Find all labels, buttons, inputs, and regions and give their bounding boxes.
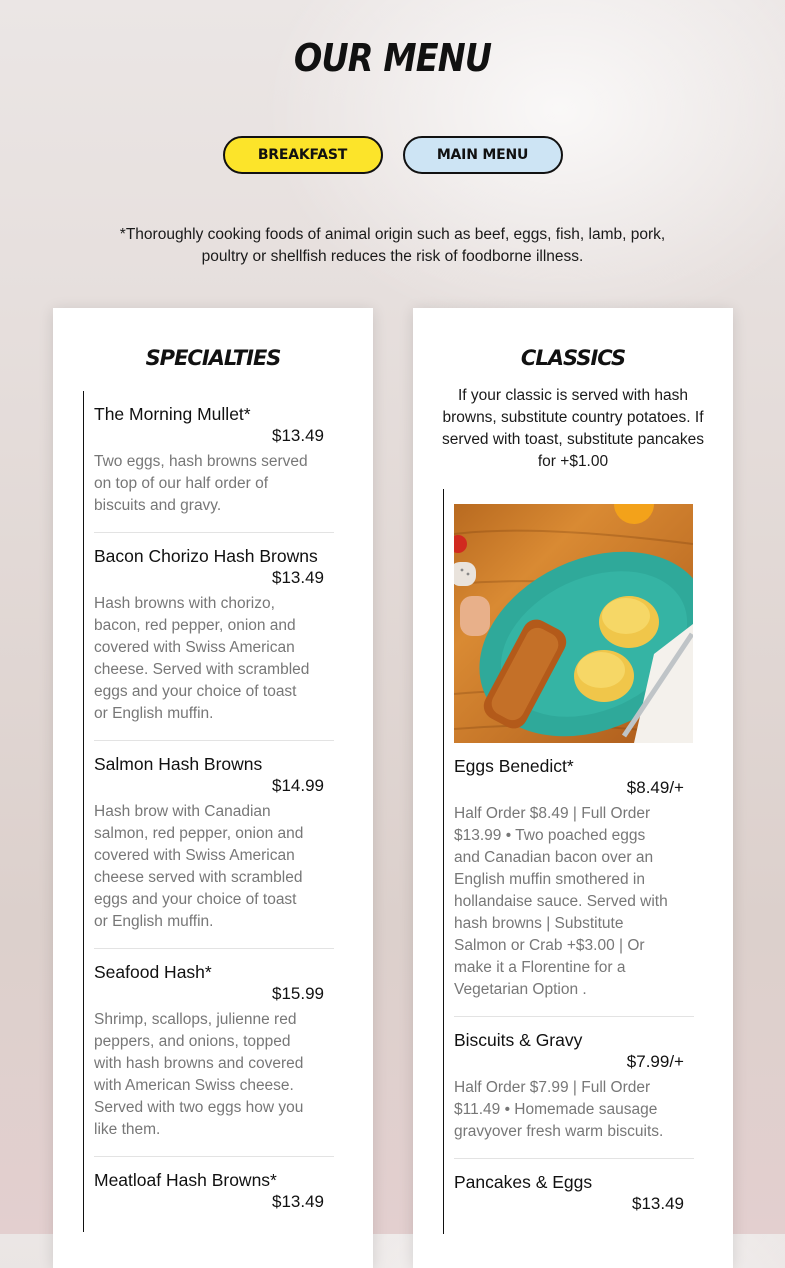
item-price: $15.99 [272, 984, 324, 1003]
item-name: Bacon Chorizo Hash Browns [94, 546, 318, 566]
food-image-icon [454, 504, 693, 743]
list-item [84, 1157, 334, 1232]
item-name: Biscuits & Gravy [454, 1030, 583, 1050]
list-item [444, 1159, 694, 1234]
item-description: Half Order $7.99 | Full Order $11.49 • Homemade sausage gravyover fresh warm biscuits. [454, 1079, 664, 1140]
item-name: Meatloaf Hash Browns* [94, 1170, 277, 1190]
classics-title: CLASSICS [520, 346, 626, 370]
item-description: Half Order $8.49 | Full Order $13.99 • Two poached eggs and Canadian bacon over an English muffin smothered in hollandaise sauce. Served with hash browns | Substitute Salmon or Crab +$3.00 | Or make it a Florentine for a Vegetarian Option . [454, 805, 668, 998]
item-price: $13.49 [272, 1192, 324, 1211]
item-name: Salmon Hash Browns [94, 754, 263, 774]
item-name: Eggs Benedict* [454, 756, 574, 776]
item-price: $8.49/+ [626, 778, 684, 797]
item-price: $13.49 [632, 1194, 684, 1213]
food-safety-warning: *Thoroughly cooking foods of animal origin such as beef, eggs, fish, lamb, pork, poultry or shellfish reduces the risk of foodborne illness. [119, 226, 666, 265]
item-description: Shrimp, scallops, julienne red peppers, and onions, topped with hash browns and covered with American Swiss cheese. Served with two eggs how you like them. [94, 1011, 304, 1138]
item-price: $14.99 [272, 776, 324, 795]
item-price: $13.49 [272, 568, 324, 587]
item-description: Hash brow with Canadian salmon, red pepper, onion and covered with Swiss American cheese served with scrambled eggs and your choice of toast or English muffin. [94, 803, 304, 930]
item-name: Seafood Hash* [94, 962, 212, 982]
menu-tabs [0, 136, 785, 174]
list-item [444, 1017, 694, 1159]
item-description: Hash browns with chorizo, bacon, red pepper, onion and covered with Swiss American cheese. Served with scrambled eggs and your choice of toast or English muffin. [94, 595, 310, 722]
classics-card [413, 308, 733, 1268]
page-title: OUR MENU [293, 36, 492, 80]
specialties-title: SPECIALTIES [145, 346, 281, 370]
list-item [84, 949, 334, 1157]
list-item [444, 743, 694, 1017]
specialties-card [53, 308, 373, 1268]
list-item [84, 741, 334, 949]
tab-breakfast[interactable]: BREAKFAST [223, 136, 383, 174]
item-description: Two eggs, hash browns served on top of our half order of biscuits and gravy. [94, 453, 308, 514]
specialties-list [83, 391, 334, 1232]
classics-note: If your classic is served with hash browns, substitute country potatoes. If served with toast, substitute pancakes for +$1.00 [442, 387, 704, 470]
item-name: The Morning Mullet* [94, 404, 251, 424]
item-price: $13.49 [272, 426, 324, 445]
tab-main-menu[interactable]: MAIN MENU [403, 136, 563, 174]
item-name: Pancakes & Eggs [454, 1172, 593, 1192]
list-item [84, 391, 334, 533]
item-price: $7.99/+ [626, 1052, 684, 1071]
classics-list [443, 489, 694, 1234]
list-item [84, 533, 334, 741]
eggs-benedict-photo [454, 504, 693, 743]
